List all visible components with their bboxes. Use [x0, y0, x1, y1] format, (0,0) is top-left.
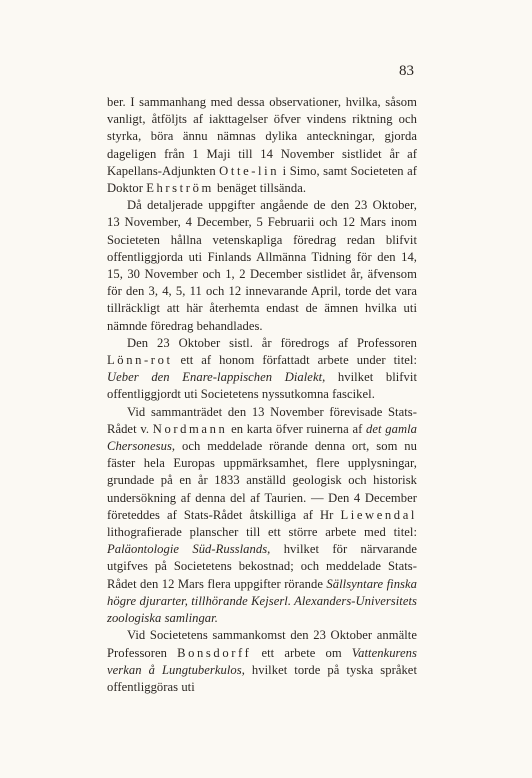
- text-run: Den 23 Oktober sistl. år föredrogs af Professoren: [127, 335, 417, 350]
- paragraph-p2: [107, 197, 417, 335]
- text-run: , hvilket blifvit offentliggjordt uti Societetens nyssutkomna fascikel.: [107, 370, 417, 402]
- paragraph-p3: [107, 335, 417, 404]
- spaced-name: Lönn-rot: [107, 353, 173, 368]
- text-run: Då detaljerade uppgifter angående de den 23 Oktober, 13 November, 4 December, 5 Februarii och 12 Mars inom Societeten hållna vetenskapliga föredrag redan blifvit offentliggjorda uti Finlands Allmänna Tidning för den 14, 15, 30 November och 1, 2 December sistlidet år, äfvensom för den 3, 4, 5, 11 och 12 innevarande April, torde det vara tillräckligt att här återhemta endast de ämnen hvilka uti nämnde föredrag behandlades.: [107, 198, 417, 333]
- italic-title: Vattenkurens verkan å Lungtuberkulos: [107, 645, 417, 677]
- text-run: i Simo, samt Societeten af Doktor: [107, 163, 417, 196]
- italic-title: Paläontologie Süd-Russlands: [107, 542, 268, 557]
- page-number: 83: [399, 63, 414, 79]
- text-run: Vid Societetens sammankomst den 23 Oktober anmälte Professoren: [107, 628, 417, 660]
- italic-title: Sällsyntare finska högre djurarter, tillhörande Kejserl. Alexanders-Universitets zoologiska samlingar.: [107, 576, 417, 626]
- text-run: lithografierade planscher till ett större arbete med titel:: [107, 525, 417, 540]
- body-text: [107, 94, 417, 696]
- text-run: ett arbete om: [251, 645, 352, 660]
- spaced-name: Otte-lin: [219, 163, 280, 178]
- paragraph-p1: [107, 94, 417, 197]
- paragraph-p4: [107, 404, 417, 628]
- spaced-name: Nordmann: [152, 421, 228, 436]
- text-run: Vid sammanträdet den 13 November förevisade Stats-Rådet v.: [107, 404, 417, 436]
- text-run: , hvilket torde på tyska språket offentliggöras uti: [107, 662, 417, 694]
- text-run: benäget tillsända.: [213, 181, 307, 196]
- spaced-name: Liewendal: [340, 507, 417, 522]
- spaced-name: Bonsdorff: [177, 645, 252, 660]
- text-run: ber. I sammanhang med dessa observationer, hvilka, såsom vanligt, åtföljts af iakttagelser öfver vindens riktning och styrka, böra ännu nämnas dylika anteckningar, gjorda dageligen från 1 Maji till 14 November sistlidet år af Kapellans-Adjunkten: [107, 95, 417, 178]
- text-run: , hvilket för närvarande utgifves på Societetens bekostnad; och meddelade Stats-Rådet den 12 Mars flera uppgifter rörande: [107, 542, 417, 591]
- text-run: ett af honom författadt arbete under titel:: [172, 353, 417, 368]
- italic-title: Ueber den Enare-lappischen Dialekt: [107, 370, 323, 385]
- paragraph-p5: [107, 627, 417, 696]
- text-run: en karta öfver ruinerna af: [227, 421, 367, 436]
- italic-title: det gamla Chersonesus: [107, 421, 418, 454]
- text-run: , och meddelade rörande denna ort, som nu fäster hela Europas uppmärksamhet, flere upplysningar, grundade på en år 1833 anställd geologisk och historisk undersökning af denna del af Taurien. — Den 4 December företeddes af Stats-Rådet åtskilliga af Hr: [107, 439, 417, 522]
- spaced-name: Ehrström: [146, 181, 214, 196]
